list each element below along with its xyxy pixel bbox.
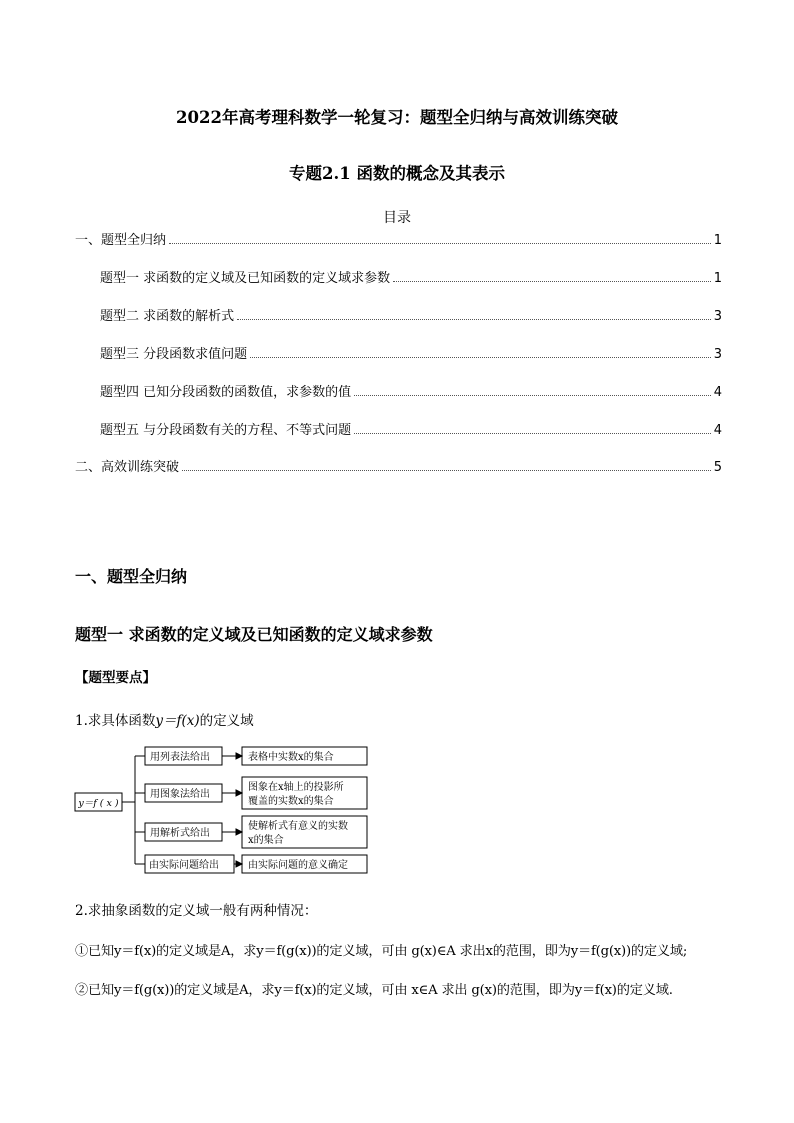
toc-item-page: 1 (713, 271, 722, 286)
toc-item-page: 3 (713, 347, 722, 362)
toc-item-page: 1 (713, 233, 722, 248)
toc-item-page: 5 (713, 460, 722, 475)
toc-item-page: 4 (713, 423, 722, 438)
point-1-prefix: 1.求具体函数 (75, 713, 156, 729)
toc-item-label: 题型二 求函数的解析式 (100, 309, 235, 324)
diagram-result-0-line-0: 表格中实数x的集合 (248, 752, 334, 763)
main-title: 2022年高考理科数学一轮复习：题型全归纳与高效训练突破 (176, 108, 618, 127)
toc-item-page: 3 (713, 309, 722, 324)
toc-item-label: 题型四 已知分段函数的函数值，求参数的值 (100, 385, 352, 400)
diagram-root-label: y＝f ( x ) (78, 798, 119, 809)
diagram-result-2-line-0: 使解析式有意义的实数 (248, 821, 348, 832)
toc-item-label: 题型一 求函数的定义域及已知函数的定义域求参数 (100, 271, 391, 286)
topic-heading: 题型一 求函数的定义域及已知函数的定义域求参数 (75, 625, 433, 644)
toc-item-label: 一、题型全归纳 (75, 233, 167, 248)
section-heading: 一、题型全归纳 (75, 567, 188, 586)
point-2-case-1: ①已知y＝f(x)的定义域是A，求y＝f(g(x))的定义域，可由 g(x)∈A 求出x的范围，即为y＝f(g(x))的定义域; (75, 944, 688, 959)
toc-heading: 目录 (383, 210, 411, 226)
diagram-result-2-line-1: x的集合 (248, 835, 284, 846)
diagram-method-0: 用列表法给出 (150, 752, 210, 763)
diagram-method-1: 用图象法给出 (150, 789, 210, 800)
topic-tag: 【题型要点】 (75, 670, 156, 686)
diagram-result-1-line-1: 覆盖的实数x的集合 (248, 796, 334, 807)
sub-title: 专题2.1 函数的概念及其表示 (289, 164, 505, 183)
toc-item-page: 4 (713, 385, 722, 400)
diagram-result-3-line-0: 由实际问题的意义确定 (248, 860, 348, 871)
toc-item-label: 题型三 分段函数求值问题 (100, 347, 248, 362)
diagram-method-2: 用解析式给出 (150, 828, 210, 839)
toc-item-label: 二、高效训练突破 (75, 460, 180, 475)
point-1-suffix: 的定义域 (199, 713, 254, 729)
diagram-method-3: 由实际问题给出 (149, 860, 219, 871)
toc-item-label: 题型五 与分段函数有关的方程、不等式问题 (100, 423, 352, 438)
point-2-case-2: ②已知y＝f(g(x))的定义域是A，求y＝f(x)的定义域，可由 x∈A 求出 g(x)的范围，即为y＝f(x)的定义域. (75, 983, 673, 998)
point-2-intro: 2.求抽象函数的定义域一般有两种情况： (75, 903, 318, 919)
diagram-result-1-line-0: 图象在x轴上的投影所 (248, 782, 344, 793)
point-1-func: y＝f(x) (155, 713, 200, 729)
